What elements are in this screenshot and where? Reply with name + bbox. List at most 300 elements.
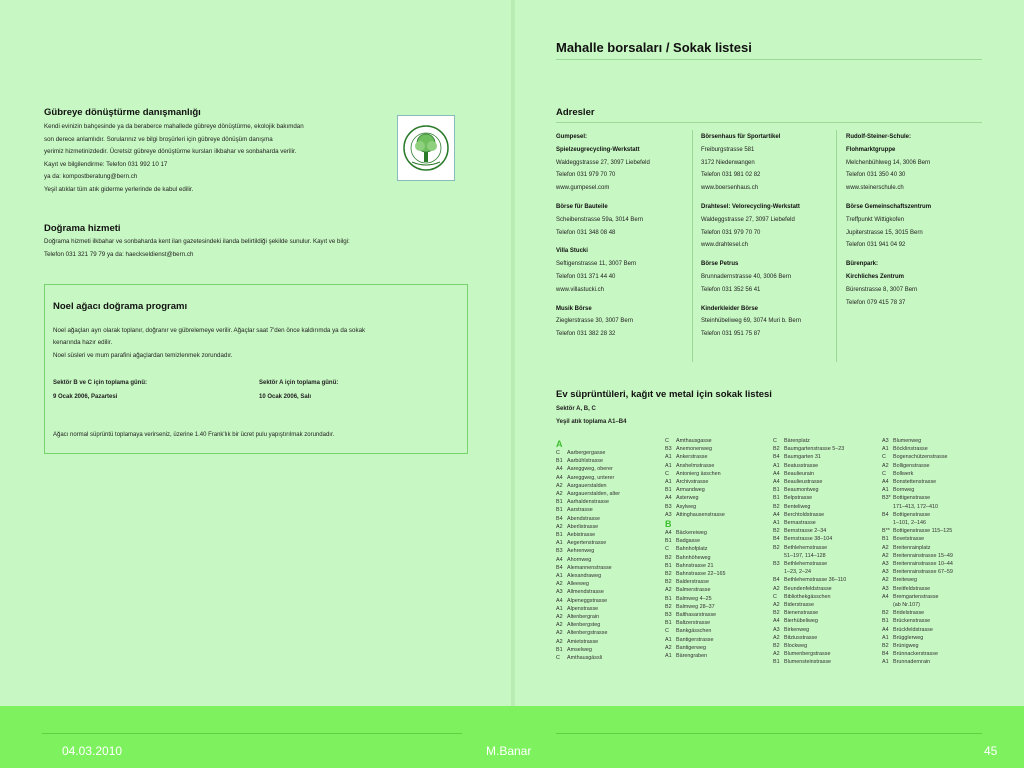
street-row xyxy=(665,445,770,453)
street-name: Balthasarstrasse xyxy=(676,612,717,619)
address-name: Börse für Bauteile xyxy=(556,203,608,210)
street-sector-code: A2 xyxy=(556,638,563,645)
street-row xyxy=(882,535,987,543)
street-name: Altenbergstrasse xyxy=(567,630,608,637)
sector-a-heading: Sektör A için toplama günü: xyxy=(259,380,339,386)
street-name: Alexandraweg xyxy=(567,573,602,580)
street-sector-code: A2 xyxy=(556,491,563,498)
street-name: Aegertenstrasse xyxy=(567,540,607,547)
street-row xyxy=(556,465,661,473)
street-name: Baumgartenstrasse 5–23 xyxy=(784,446,845,453)
street-row xyxy=(882,519,987,527)
street-row xyxy=(882,445,987,453)
street-name: Bernstrasse 38–104 xyxy=(784,536,833,543)
street-sector-code: B4 xyxy=(556,515,563,522)
street-name: Allmendstrasse xyxy=(567,589,604,596)
address-line: www.gumpesel.com xyxy=(556,185,610,192)
street-name: Aargauerstalden, alter xyxy=(567,491,621,498)
street-sector-code: B2 xyxy=(773,503,780,510)
street-row xyxy=(665,529,770,537)
street-name: Biderstrasse xyxy=(784,602,814,609)
sector-bc-date: 9 Ocak 2006, Pazartesi xyxy=(53,394,118,400)
street-row xyxy=(882,527,987,535)
slide-footer-band xyxy=(0,706,1024,768)
address-line: Jupiterstrasse 15, 3015 Bern xyxy=(846,229,923,236)
street-name: Bankgässchen xyxy=(676,628,712,635)
address-divider-1 xyxy=(692,130,693,362)
street-row xyxy=(665,486,770,494)
text-line: yerimiz hizmetinizdedir. Ücretsiz gübreye dönüştürme kursları ilkbahar ve sonbaharda verilir. xyxy=(44,148,297,156)
address-line: Treffpunkt Wittigkofen xyxy=(846,216,905,223)
street-name: Attinghausenstrasse xyxy=(676,511,725,518)
street-row xyxy=(773,650,878,658)
street-name: Bovetstrasse xyxy=(893,536,925,543)
address-line: Telefon 031 979 70 70 xyxy=(556,172,616,179)
street-name: Bonstettenstrasse xyxy=(893,479,937,486)
street-sector-code: B1 xyxy=(773,659,780,666)
street-sector-code: A2 xyxy=(773,602,780,609)
street-sector-code: A3 xyxy=(882,438,889,444)
street-row xyxy=(556,629,661,637)
addresses-rule xyxy=(556,122,982,123)
street-row xyxy=(556,605,661,613)
street-name: Bottigenstrasse 115–125 xyxy=(893,528,953,535)
street-name: Beundenfeldstrasse xyxy=(784,585,832,592)
address-name: Rudolf-Steiner-Schule: xyxy=(846,134,912,140)
street-row xyxy=(882,650,987,658)
street-sector-code: A1 xyxy=(556,540,563,547)
street-sector-code: A1 xyxy=(882,634,889,641)
street-name: Belpstrasse xyxy=(784,495,813,502)
street-row xyxy=(773,544,878,552)
address-line: Telefon 031 348 08 48 xyxy=(556,229,616,236)
address-name: Villa Stucki xyxy=(556,248,588,255)
street-name: Berchtoldstrasse xyxy=(784,511,825,518)
street-name: Beatusstrasse xyxy=(784,462,819,469)
street-sector-code: A1 xyxy=(556,573,563,580)
street-row xyxy=(882,658,987,666)
street-sector-code: B1 xyxy=(665,487,672,494)
street-name: Bantigerstrasse xyxy=(676,636,714,643)
street-name: Blockweg xyxy=(784,643,808,650)
street-row xyxy=(773,527,878,535)
street-name: Breitenrainstrasse 67–59 xyxy=(893,569,953,576)
slide-author: M.Banar xyxy=(486,744,532,758)
street-sector-code: A2 xyxy=(665,644,672,651)
street-sector-code: B1 xyxy=(556,458,563,465)
street-name: Bottigenstrasse xyxy=(893,495,931,502)
street-name: Alemannenstrasse xyxy=(567,564,612,571)
sector-a-date: 10 Ocak 2006, Salı xyxy=(259,394,312,400)
street-row xyxy=(773,486,878,494)
sector-bc-heading: Sektör B ve C için toplama günü: xyxy=(53,380,148,386)
street-name: Beaulieurain xyxy=(784,470,814,477)
street-name: Bienenstrasse xyxy=(784,610,819,617)
street-name: Bethlehemstrasse xyxy=(784,561,828,568)
street-sector-code: B1 xyxy=(665,620,672,627)
street-row xyxy=(773,609,878,617)
street-row xyxy=(882,601,987,609)
street-name: Armandweg xyxy=(676,487,705,494)
address-name: Börse Petrus xyxy=(701,261,739,268)
street-sector-code: B2 xyxy=(665,603,672,610)
address-line: www.drahtesel.ch xyxy=(701,242,749,249)
street-sector-code: B** xyxy=(882,528,890,535)
street-name: Beaulieustrasse xyxy=(784,479,823,486)
street-column-2 xyxy=(665,437,770,660)
street-row xyxy=(773,478,878,486)
street-name: Aarbühlstrasse xyxy=(567,458,603,465)
address-name: Börse Gemeinschaftszentrum xyxy=(846,203,932,210)
tree-text xyxy=(53,325,463,362)
street-sector-code: A4 xyxy=(773,479,780,486)
street-name: Brünigweg xyxy=(893,643,919,650)
street-sector-code: A3 xyxy=(882,585,889,592)
street-name: Bornweg xyxy=(893,487,915,494)
street-name: Böcklinstrasse xyxy=(893,446,928,453)
street-name: Balmweg 28–37 xyxy=(676,603,715,610)
street-row xyxy=(773,445,878,453)
street-row xyxy=(665,462,770,470)
street-sector-code: B1 xyxy=(665,562,672,569)
street-sector-code: A4 xyxy=(556,597,563,604)
address-line: Seftigenstrasse 11, 3007 Bern xyxy=(556,261,637,268)
street-column-3 xyxy=(773,437,878,667)
street-sector-code: C xyxy=(665,546,669,553)
address-entry xyxy=(701,201,837,252)
street-row xyxy=(882,511,987,519)
address-line: Telefon 031 350 40 30 xyxy=(846,172,906,179)
street-row xyxy=(882,503,987,511)
street-name: Brünnackerstrasse xyxy=(893,651,938,658)
street-name: 171–413, 172–410 xyxy=(893,503,938,510)
street-name: Brügglerweg xyxy=(893,634,924,641)
address-line: Telefon 031 979 70 70 xyxy=(701,229,761,236)
street-row xyxy=(665,537,770,545)
street-row xyxy=(665,586,770,594)
address-column-1 xyxy=(556,131,692,347)
address-line: Telefon 031 352 56 41 xyxy=(701,286,761,293)
street-row xyxy=(882,568,987,576)
text-line: Noel ağaçları ayrı olarak toplanır, doğranır ve gübrelemeye verilir. Ağaçlar saat 7'den önce kaldırımda ya da sokak xyxy=(53,327,366,334)
street-sector-code: B3 xyxy=(556,548,563,555)
address-line: Freiburgstrasse 581 xyxy=(701,146,755,153)
street-sector-code: B1 xyxy=(665,595,672,602)
street-sector-code: A1 xyxy=(773,462,780,469)
street-row xyxy=(665,644,770,652)
street-row xyxy=(773,568,878,576)
address-column-3 xyxy=(846,131,982,315)
address-name: Börsenhaus für Sportartikel xyxy=(701,134,781,140)
street-name: Balmweg 4–25 xyxy=(676,595,712,602)
street-row xyxy=(556,515,661,523)
compost-badge xyxy=(397,115,455,181)
street-name: Brückfeldstrasse xyxy=(893,626,933,633)
street-row xyxy=(882,462,987,470)
street-sector-code: B1 xyxy=(556,507,563,514)
street-name: Bärengraben xyxy=(676,653,708,660)
street-sector-code: B4 xyxy=(556,564,563,571)
street-sector-code: A2 xyxy=(882,552,889,559)
street-row xyxy=(665,494,770,502)
address-line: Kirchliches Zentrum xyxy=(846,273,905,280)
street-row xyxy=(665,503,770,511)
street-row xyxy=(882,634,987,642)
streets-green-waste: Yeşil atık toplama A1–B4 xyxy=(556,419,627,425)
address-name: Gumpesel: xyxy=(556,134,588,140)
compost-text xyxy=(44,121,384,197)
street-column-4 xyxy=(882,437,987,667)
street-name: Asylweg xyxy=(676,503,697,510)
slide-number: 45 xyxy=(984,744,998,758)
address-line: Zieglerstrasse 30, 3007 Bern xyxy=(556,318,634,325)
street-name: Abendstrasse xyxy=(567,515,600,522)
street-row xyxy=(773,462,878,470)
street-name: Asterweg xyxy=(676,495,699,502)
street-row xyxy=(882,585,987,593)
address-entry xyxy=(846,131,982,195)
street-sector-code: A1 xyxy=(665,462,672,469)
tree-fee-note: Ağacı normal süprüntü toplamaya verirseniz, üzerine 1.40 Frank'lık bir ücret pulu yapıştırılmak zorundadır. xyxy=(53,432,335,438)
street-row xyxy=(665,453,770,461)
street-name: Aarbergergasse xyxy=(567,450,606,456)
street-sector-code: A2 xyxy=(556,523,563,530)
address-name: Kinderkleider Börse xyxy=(701,305,759,312)
street-name: Balmerstrasse xyxy=(676,587,711,594)
street-sector-code: A3 xyxy=(556,589,563,596)
street-name: Breiteweg xyxy=(893,577,917,584)
street-name: Bitziusstrasse xyxy=(784,634,818,641)
street-sector-code: A4 xyxy=(556,474,563,481)
street-row xyxy=(882,478,987,486)
street-name: Bahnhofplatz xyxy=(676,546,708,553)
street-sector-code: B1 xyxy=(882,618,889,625)
street-row xyxy=(882,486,987,494)
street-name: Baltzerstrasse xyxy=(676,620,711,627)
street-name: Bibliothekgässchen xyxy=(784,593,831,600)
street-name: Breitfeldstrasse xyxy=(893,585,931,592)
street-row xyxy=(773,511,878,519)
street-sector-code: B1 xyxy=(773,495,780,502)
street-column-1 xyxy=(556,439,661,662)
street-row xyxy=(882,642,987,650)
street-name: Badgasse xyxy=(676,538,700,545)
street-row xyxy=(773,503,878,511)
street-sector-code: B3* xyxy=(882,495,891,502)
address-name: Musik Börse xyxy=(556,305,592,312)
street-sector-code: A2 xyxy=(665,587,672,594)
street-sector-code: A2 xyxy=(882,544,889,551)
street-row xyxy=(556,638,661,646)
street-name: Aberlistrasse xyxy=(567,523,599,530)
street-sector-code: A1 xyxy=(773,520,780,527)
street-row xyxy=(665,437,770,445)
text-line: kenarında hazır edilir. xyxy=(53,339,113,347)
street-row xyxy=(773,519,878,527)
street-row xyxy=(882,617,987,625)
street-row xyxy=(665,611,770,619)
street-name: Breitenrainstrasse 10–44 xyxy=(893,561,953,568)
street-sector-code: A4 xyxy=(556,466,563,473)
street-row xyxy=(665,478,770,486)
address-line: Waldeggstrasse 27, 3097 Liebefeld xyxy=(701,216,795,223)
street-sector-code: A4 xyxy=(665,495,672,502)
address-entry xyxy=(556,131,692,195)
street-sector-code: B1 xyxy=(556,499,563,506)
address-line: Brunnadernstrasse 40, 3006 Bern xyxy=(701,273,792,280)
street-sector-code: B1 xyxy=(882,536,889,543)
street-row xyxy=(882,437,987,445)
street-name: Bierhübeliweg xyxy=(784,618,818,625)
street-row xyxy=(665,554,770,562)
street-row xyxy=(556,654,661,662)
right-title: Mahalle borsaları / Sokak listesi xyxy=(556,40,752,55)
street-name: Bahnstrasse 22–165 xyxy=(676,571,726,578)
street-name: Aareggweg, unterer xyxy=(567,474,615,481)
street-name: Bernstrasse 2–34 xyxy=(784,528,827,535)
street-sector-code: B4 xyxy=(773,454,780,461)
street-row xyxy=(882,453,987,461)
address-entry xyxy=(846,258,982,309)
street-name: Amselweg xyxy=(567,646,592,653)
street-sector-code: A4 xyxy=(773,618,780,625)
address-entry xyxy=(846,201,982,252)
street-row xyxy=(665,636,770,644)
christmas-tree-box xyxy=(44,284,468,454)
street-row xyxy=(773,601,878,609)
street-row xyxy=(665,562,770,570)
street-sector-code: B2 xyxy=(882,610,889,617)
street-sector-code: B2 xyxy=(665,554,672,561)
street-name: Anshelmstrasse xyxy=(676,462,715,469)
address-entry xyxy=(701,131,837,195)
street-row xyxy=(773,585,878,593)
text-line: Kendi evinizin bahçesinde ya da beraberce mahallede gübreye dönüştürme, ekolojik bakımdan xyxy=(44,123,304,130)
street-sector-code: C xyxy=(665,628,669,635)
street-name: Bridelstrasse xyxy=(893,610,925,617)
street-row xyxy=(773,453,878,461)
streets-title: Ev süprüntüleri, kağıt ve metal için sokak listesi xyxy=(556,389,772,400)
street-name: Alleeweg xyxy=(567,581,589,588)
street-name: Alpeneggstrasse xyxy=(567,597,608,604)
street-sector-code: B1 xyxy=(773,487,780,494)
street-row xyxy=(773,494,878,502)
street-row xyxy=(665,511,770,519)
street-row xyxy=(556,474,661,482)
address-line: 3172 Niederwangen xyxy=(701,159,755,166)
street-sector-code: A2 xyxy=(556,581,563,588)
street-row xyxy=(665,470,770,478)
street-name: Benteliweg xyxy=(784,503,811,510)
street-row xyxy=(556,613,661,621)
street-name: Archivstrasse xyxy=(676,479,709,486)
street-sector-code: B2 xyxy=(773,610,780,617)
title-rule xyxy=(556,59,982,60)
street-row xyxy=(556,547,661,555)
street-name: Bantigerweg xyxy=(676,644,706,651)
address-line: Telefon 031 371 44 40 xyxy=(556,273,616,280)
address-line: Telefon 079 415 78 37 xyxy=(846,299,906,306)
address-line: www.villastucki.ch xyxy=(556,286,605,293)
text-line: Telefon 031 321 79 79 ya da: haeckseldienst@bern.ch xyxy=(44,250,194,258)
street-row xyxy=(882,560,987,568)
street-row xyxy=(556,646,661,654)
street-row xyxy=(882,470,987,478)
street-sector-code: B1 xyxy=(665,538,672,545)
address-line: Scheibenstrasse 59a, 3014 Bern xyxy=(556,216,644,223)
street-name: Bethlehemstrasse xyxy=(784,544,828,551)
street-row xyxy=(773,593,878,601)
street-sector-code: A3 xyxy=(882,561,889,568)
street-row xyxy=(556,523,661,531)
street-sector-code: A2 xyxy=(556,622,563,629)
street-name: Bolligenstrasse xyxy=(893,462,930,469)
street-name: (ab Nr.107) xyxy=(893,602,920,609)
street-row xyxy=(773,576,878,584)
street-name: 51–197, 114–128 xyxy=(784,552,826,559)
street-sector-code: B3 xyxy=(773,561,780,568)
street-row xyxy=(556,572,661,580)
streets-sectors: Sektör A, B, C xyxy=(556,406,596,412)
addresses-title: Adresler xyxy=(556,107,595,118)
street-row xyxy=(556,556,661,564)
street-row xyxy=(665,627,770,635)
street-row xyxy=(556,597,661,605)
street-sector-code: B2 xyxy=(882,643,889,650)
address-column-2 xyxy=(701,131,837,347)
address-line: Flohmarktgruppe xyxy=(846,146,896,153)
street-name: Amthausgässli xyxy=(567,655,603,662)
street-sector-code: B4 xyxy=(773,536,780,543)
street-sector-code: B2 xyxy=(773,544,780,551)
street-name: Blumenbergstrasse xyxy=(784,651,831,658)
address-entry xyxy=(556,303,692,341)
address-entry xyxy=(556,201,692,239)
street-name: Aebistrasse xyxy=(567,532,596,539)
address-line: www.boersenhaus.ch xyxy=(701,185,759,192)
street-sector-code: B4 xyxy=(882,511,889,518)
address-line: Spielzeugrecycling-Werkstatt xyxy=(556,146,640,153)
slide-date: 04.03.2010 xyxy=(62,744,123,758)
street-name: Blumensteinstrasse xyxy=(784,659,832,666)
street-row xyxy=(773,437,878,445)
street-row xyxy=(773,634,878,642)
address-entry xyxy=(701,258,837,296)
street-name: Bollwerk xyxy=(893,470,914,477)
street-sector-code: A1 xyxy=(665,454,672,461)
street-name: 1–101, 2–146 xyxy=(893,520,926,527)
street-row xyxy=(556,498,661,506)
street-row xyxy=(556,449,661,457)
street-name: Breitenrainplatz xyxy=(893,544,931,551)
street-row xyxy=(556,531,661,539)
address-line: Telefon 031 382 28 32 xyxy=(556,331,616,338)
text-line: Yeşil atıklar tüm atık giderme yerlerinde de kabul edilir. xyxy=(44,185,194,193)
street-sector-code: A4 xyxy=(882,626,889,633)
street-sector-code: A4 xyxy=(665,530,672,537)
street-letter-heading: B xyxy=(665,519,672,530)
chopping-title: Doğrama hizmeti xyxy=(44,223,121,234)
street-name: Amthausgasse xyxy=(676,438,712,444)
address-line: Telefon 031 941 04 92 xyxy=(846,242,906,249)
street-row xyxy=(556,482,661,490)
street-row xyxy=(773,560,878,568)
street-sector-code: A4 xyxy=(882,593,889,600)
street-name: Bogenschützenstrasse xyxy=(893,454,948,461)
street-sector-code: A2 xyxy=(556,614,563,621)
street-sector-code: C xyxy=(773,438,777,444)
street-row xyxy=(665,603,770,611)
